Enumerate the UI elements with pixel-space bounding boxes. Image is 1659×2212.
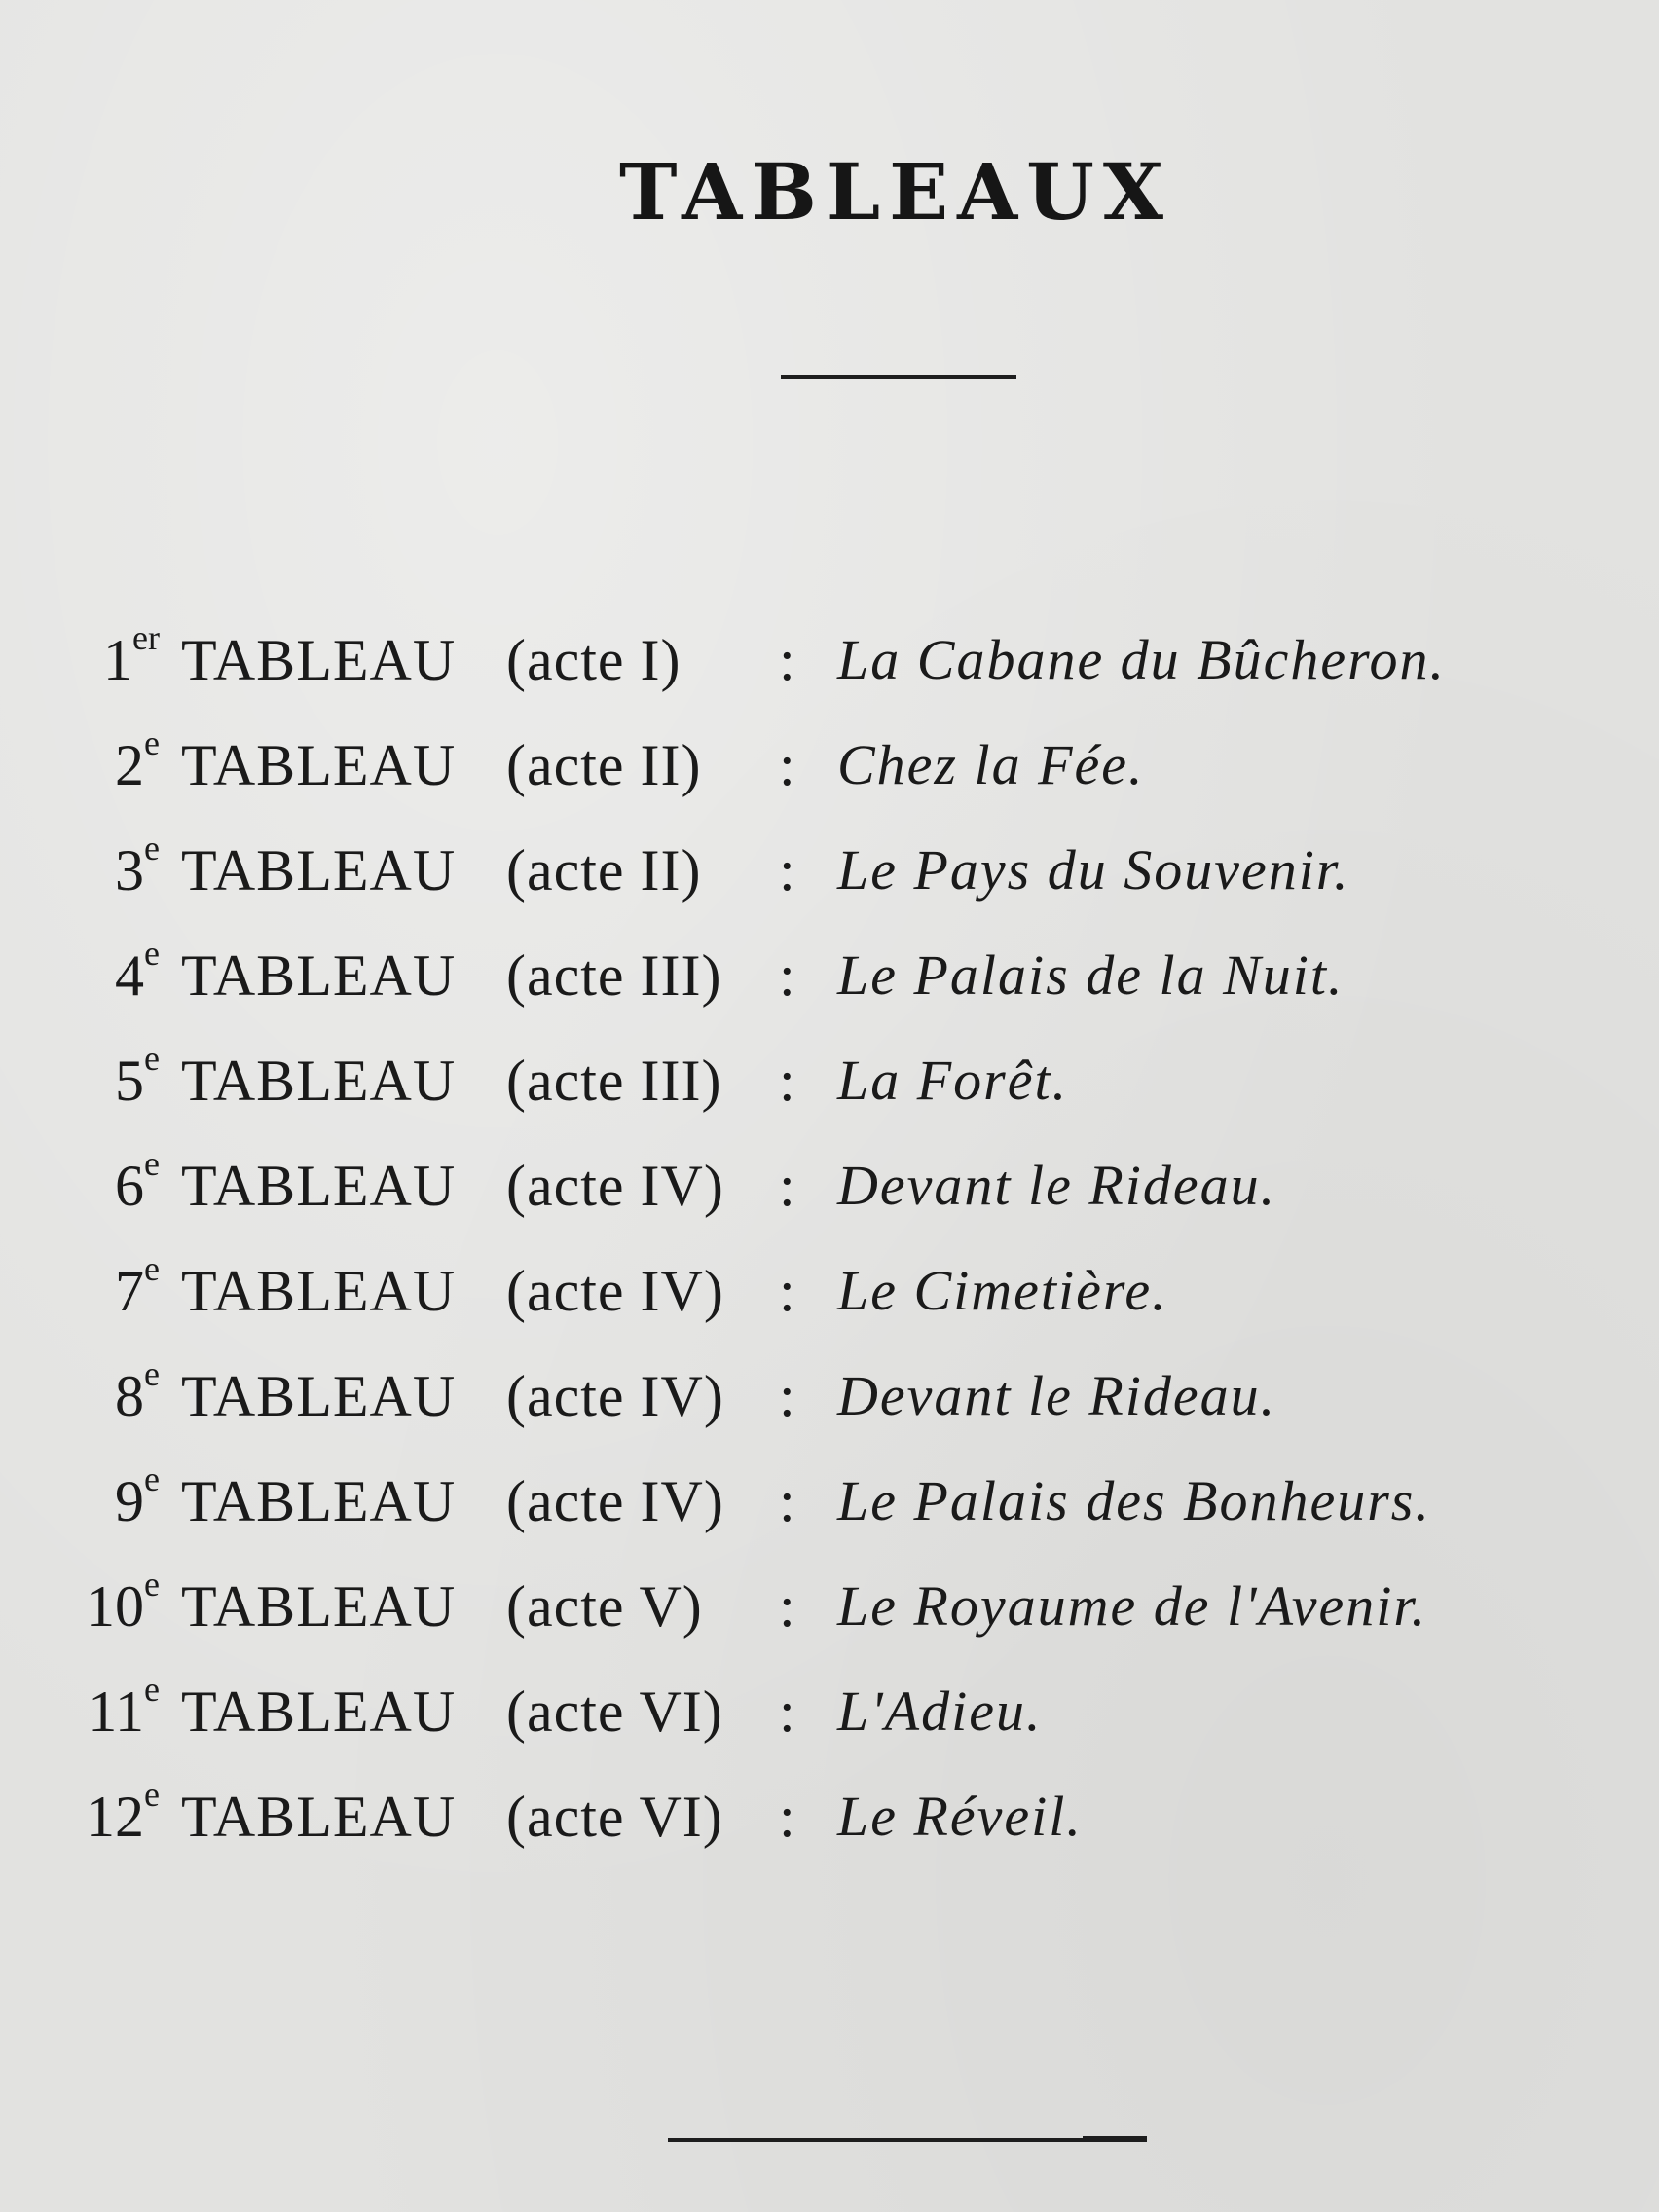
- tableau-number: [39, 1347, 160, 1445]
- tableau-row: [0, 717, 1659, 814]
- separator-colon: :: [779, 943, 795, 1008]
- acte-reference: (acte VI): [506, 1785, 723, 1849]
- tableau-ordinal-suffix: er: [132, 618, 160, 657]
- tableau-ordinal-suffix: e: [144, 1775, 160, 1814]
- scene-title: La Forêt.: [837, 1049, 1069, 1112]
- tableau-row: [0, 1558, 1659, 1655]
- tableau-row: [0, 611, 1659, 709]
- separator-colon: :: [779, 838, 795, 903]
- tableau-row: [0, 1137, 1659, 1235]
- tableau-label: TABLEAU: [181, 943, 457, 1008]
- separator-colon: :: [779, 1679, 795, 1744]
- tableau-ordinal-suffix: e: [144, 1144, 160, 1183]
- acte-reference: (acte IV): [506, 1154, 724, 1218]
- tableau-row: [0, 1453, 1659, 1550]
- tableau-number: [39, 1558, 160, 1655]
- tableau-number-digits: 2: [115, 733, 145, 797]
- separator-colon: :: [779, 1364, 795, 1428]
- title-divider: [781, 375, 1016, 379]
- tableau-row: [0, 1768, 1659, 1865]
- tableau-label: TABLEAU: [181, 1785, 457, 1849]
- separator-colon: :: [779, 1785, 795, 1849]
- separator-colon: :: [779, 1574, 795, 1639]
- scene-title: Le Palais des Bonheurs.: [837, 1469, 1431, 1532]
- scene-title: Le Pays du Souvenir.: [837, 838, 1350, 902]
- tableau-label: TABLEAU: [181, 1259, 457, 1323]
- scene-title: La Cabane du Bûcheron.: [837, 628, 1447, 691]
- tableau-number-digits: 11: [88, 1679, 145, 1744]
- tableau-number: [39, 1242, 160, 1340]
- scene-title: L'Adieu.: [837, 1679, 1043, 1743]
- tableau-number-digits: 1: [103, 628, 133, 692]
- tableau-number: [39, 1663, 160, 1760]
- separator-colon: :: [779, 733, 795, 797]
- footer-divider-segment: [1083, 2136, 1147, 2141]
- tableau-ordinal-suffix: e: [144, 1039, 160, 1078]
- scene-title: Devant le Rideau.: [837, 1364, 1277, 1427]
- acte-reference: (acte II): [506, 838, 702, 903]
- tableau-label: TABLEAU: [181, 1574, 457, 1639]
- tableau-number-digits: 8: [115, 1364, 145, 1428]
- tableau-ordinal-suffix: e: [144, 1354, 160, 1393]
- scene-title: Le Réveil.: [837, 1785, 1083, 1848]
- separator-colon: :: [779, 1469, 795, 1533]
- tableau-label: TABLEAU: [181, 1049, 457, 1113]
- tableau-label: TABLEAU: [181, 838, 457, 903]
- tableau-row: [0, 822, 1659, 919]
- tableau-number-digits: 4: [115, 943, 145, 1008]
- acte-reference: (acte V): [506, 1574, 703, 1639]
- tableau-ordinal-suffix: e: [144, 723, 160, 762]
- separator-colon: :: [779, 1259, 795, 1323]
- tableau-row: [0, 1032, 1659, 1129]
- tableau-number-digits: 6: [115, 1154, 145, 1218]
- tableau-number: [39, 1032, 160, 1129]
- tableau-row: [0, 1347, 1659, 1445]
- tableau-label: TABLEAU: [181, 1679, 457, 1744]
- acte-reference: (acte III): [506, 1049, 722, 1113]
- tableau-ordinal-suffix: e: [144, 829, 160, 867]
- tableau-label: TABLEAU: [181, 733, 457, 797]
- tableau-number-digits: 10: [86, 1574, 145, 1639]
- tableau-label: TABLEAU: [181, 1154, 457, 1218]
- scene-title: Le Cimetière.: [837, 1259, 1168, 1322]
- tableau-label: TABLEAU: [181, 1469, 457, 1533]
- acte-reference: (acte IV): [506, 1364, 724, 1428]
- tableau-number: [39, 1453, 160, 1550]
- tableau-number: [39, 1137, 160, 1235]
- tableau-number-digits: 9: [115, 1469, 145, 1533]
- footer-divider: [668, 2138, 1147, 2142]
- tableau-number: [39, 717, 160, 814]
- tableau-row: [0, 927, 1659, 1024]
- tableau-number-digits: 3: [115, 838, 145, 903]
- tableau-number: [39, 927, 160, 1024]
- tableau-number: [39, 1768, 160, 1865]
- acte-reference: (acte IV): [506, 1259, 724, 1323]
- tableau-number: [39, 611, 160, 709]
- tableau-label: TABLEAU: [181, 628, 457, 692]
- scene-title: Devant le Rideau.: [837, 1154, 1277, 1217]
- tableau-number: [39, 822, 160, 919]
- acte-reference: (acte III): [506, 943, 722, 1008]
- acte-reference: (acte IV): [506, 1469, 724, 1533]
- tableau-ordinal-suffix: e: [144, 1670, 160, 1709]
- separator-colon: :: [779, 1154, 795, 1218]
- tableau-number-digits: 12: [86, 1785, 145, 1849]
- acte-reference: (acte VI): [506, 1679, 723, 1744]
- separator-colon: :: [779, 628, 795, 692]
- acte-reference: (acte I): [506, 628, 682, 692]
- tableau-row: [0, 1242, 1659, 1340]
- separator-colon: :: [779, 1049, 795, 1113]
- tableau-ordinal-suffix: e: [144, 1565, 160, 1604]
- tableau-ordinal-suffix: e: [144, 1459, 160, 1498]
- tableau-number-digits: 5: [115, 1049, 145, 1113]
- tableau-label: TABLEAU: [181, 1364, 457, 1428]
- tableau-ordinal-suffix: e: [144, 1249, 160, 1288]
- scene-title: Le Royaume de l'Avenir.: [837, 1574, 1428, 1638]
- tableau-number-digits: 7: [115, 1259, 145, 1323]
- scene-title: Le Palais de la Nuit.: [837, 943, 1345, 1007]
- tableau-row: [0, 1663, 1659, 1760]
- acte-reference: (acte II): [506, 733, 702, 797]
- page-title: TABLEAUX: [619, 146, 1172, 238]
- tableau-ordinal-suffix: e: [144, 934, 160, 973]
- scene-title: Chez la Fée.: [837, 733, 1145, 796]
